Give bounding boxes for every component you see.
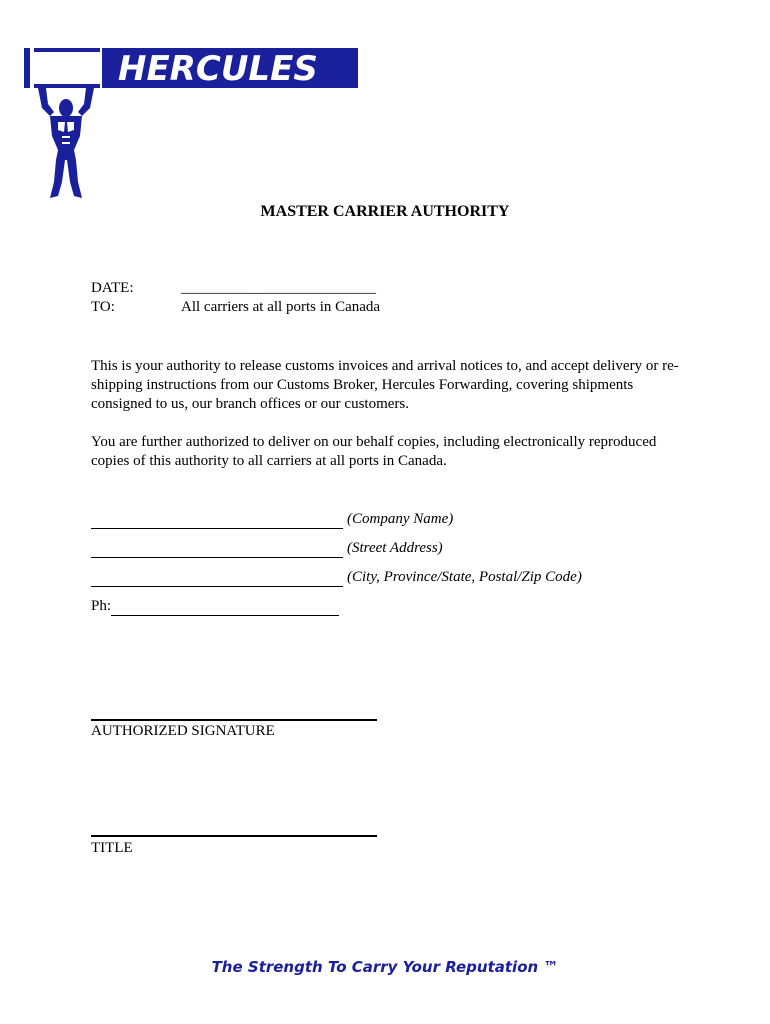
date-field[interactable]: __________________________ <box>181 280 376 296</box>
logo-brand-text: HERCULES <box>118 49 318 89</box>
title-signature-line[interactable] <box>91 835 377 837</box>
document-title: MASTER CARRIER AUTHORITY <box>260 203 510 220</box>
city-province-field[interactable] <box>91 572 343 587</box>
company-name-hint: (Company Name) <box>347 511 454 527</box>
street-address-field[interactable] <box>91 543 343 558</box>
authorized-signature-label: AUTHORIZED SIGNATURE <box>91 723 275 739</box>
street-address-hint: (Street Address) <box>347 540 443 556</box>
authority-paragraph: This is your authority to release customs invoices and arrival notices to, and accept delivery or re-shipping instructions from our Customs Broker, Hercules Forwarding, covering shipments consigned to us, our branch offices or our customers. <box>91 358 679 412</box>
title-label: TITLE <box>91 840 133 856</box>
to-label: TO: <box>91 299 115 315</box>
footer-tagline: The Strength To Carry Your Reputation ™ <box>211 958 559 976</box>
authorized-signature-line[interactable] <box>91 719 377 721</box>
phone-label: Ph: <box>91 598 112 614</box>
city-province-hint: (City, Province/State, Postal/Zip Code) <box>347 569 582 585</box>
city-province-row <box>91 568 582 587</box>
to-value: All carriers at all ports in Canada <box>181 299 381 315</box>
company-name-row <box>91 510 453 529</box>
date-label: DATE: <box>91 280 134 296</box>
company-name-field[interactable] <box>91 514 343 529</box>
phone-row <box>91 597 339 616</box>
phone-field[interactable] <box>111 601 339 616</box>
hercules-logo <box>24 46 358 202</box>
street-address-row <box>91 539 443 558</box>
further-authorization-paragraph: You are further authorized to deliver on our behalf copies, including electronically reproduced copies of this authority to all carriers at all ports in Canada. <box>91 434 657 469</box>
